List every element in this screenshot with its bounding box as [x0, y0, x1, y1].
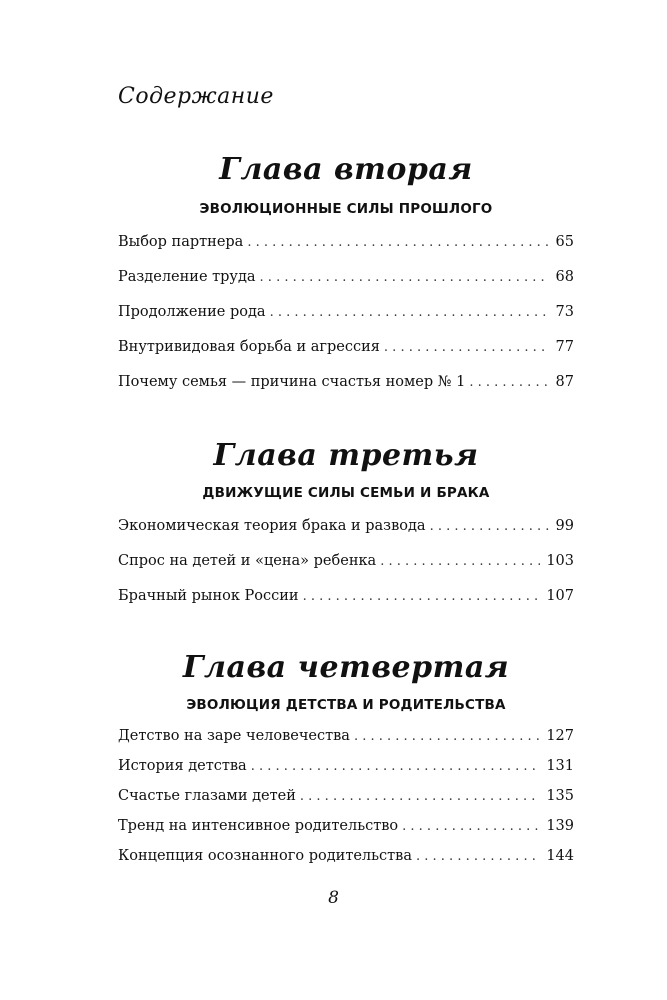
toc-entry-page: 127: [546, 728, 574, 744]
dot-leader: [380, 552, 540, 572]
chapter-2: [118, 150, 574, 392]
toc-entry-page: 103: [546, 553, 574, 569]
toc-entry-page: 135: [546, 788, 574, 804]
toc-entry-label: Выбор партнера: [118, 234, 244, 250]
chapter-3: [118, 436, 574, 606]
chapter-title: Глава четвертая: [182, 650, 510, 685]
toc-entry-page: 77: [555, 339, 574, 355]
chapter-4: [118, 648, 574, 866]
toc-entry-label: Экономическая теория брака и развода: [118, 518, 426, 534]
chapter-title: Глава третья: [213, 438, 479, 473]
toc-entry-label: Разделение труда: [118, 269, 256, 285]
toc-entry-page: 131: [546, 758, 574, 774]
toc-entry-page: 65: [555, 234, 574, 250]
dot-leader: [416, 847, 540, 867]
toc-entry[interactable]: [118, 337, 574, 357]
toc-entry[interactable]: [118, 551, 574, 571]
toc-entry-label: Внутривидовая борьба и агрессия: [118, 339, 380, 355]
toc-entry-page: 139: [546, 818, 574, 834]
toc-entry-label: История детства: [118, 758, 247, 774]
dot-leader: [251, 757, 541, 777]
toc-entry[interactable]: [118, 756, 574, 776]
toc-entry-page: 107: [546, 588, 574, 604]
toc-entry-label: Продолжение рода: [118, 304, 266, 320]
page-number: 8: [328, 888, 339, 908]
toc-entry[interactable]: [118, 816, 574, 836]
toc-entry-page: 68: [555, 269, 574, 285]
toc-entry-label: Концепция осознанного родительства: [118, 848, 412, 864]
dot-leader: [260, 268, 550, 288]
toc-entry-label: Спрос на детей и «цена» ребенка: [118, 553, 377, 569]
toc-entry-label: Брачный рынок России: [118, 588, 299, 604]
dot-leader: [402, 817, 540, 837]
chapter-subtitle: ЭВОЛЮЦИОННЫЕ СИЛЫ ПРОШЛОГО: [199, 201, 493, 217]
dot-leader: [300, 787, 540, 807]
toc-entry[interactable]: [118, 846, 574, 866]
toc-entry-page: 87: [555, 374, 574, 390]
toc-entry-label: Счастье глазами детей: [118, 788, 296, 804]
toc-entry-label: Почему семья — причина счастья номер № 1: [118, 374, 466, 390]
toc-entry[interactable]: [118, 372, 574, 392]
dot-leader: [384, 338, 550, 358]
chapter-subtitle: ЭВОЛЮЦИЯ ДЕТСТВА И РОДИТЕЛЬСТВА: [186, 697, 506, 713]
dot-leader: [430, 517, 550, 537]
toc-entry[interactable]: [118, 786, 574, 806]
toc-entry[interactable]: [118, 516, 574, 536]
dot-leader: [354, 727, 540, 747]
toc-entry[interactable]: [118, 232, 574, 252]
dot-leader: [270, 303, 550, 323]
toc-entry-label: Детство на заре человечества: [118, 728, 350, 744]
toc-entry[interactable]: [118, 267, 574, 287]
toc-entry-label: Тренд на интенсивное родительство: [118, 818, 399, 834]
chapter-title: Глава вторая: [219, 152, 473, 187]
dot-leader: [247, 233, 549, 253]
chapter-subtitle: ДВИЖУЩИЕ СИЛЫ СЕМЬИ И БРАКА: [202, 485, 490, 501]
running-head: Содержание: [118, 84, 274, 109]
toc-entry[interactable]: [118, 726, 574, 746]
toc-entry-page: 144: [546, 848, 574, 864]
toc-entry-page: 99: [555, 518, 574, 534]
toc-entry[interactable]: [118, 302, 574, 322]
dot-leader: [469, 373, 549, 393]
toc-entry[interactable]: [118, 586, 574, 606]
dot-leader: [303, 587, 541, 607]
toc-entry-page: 73: [555, 304, 574, 320]
